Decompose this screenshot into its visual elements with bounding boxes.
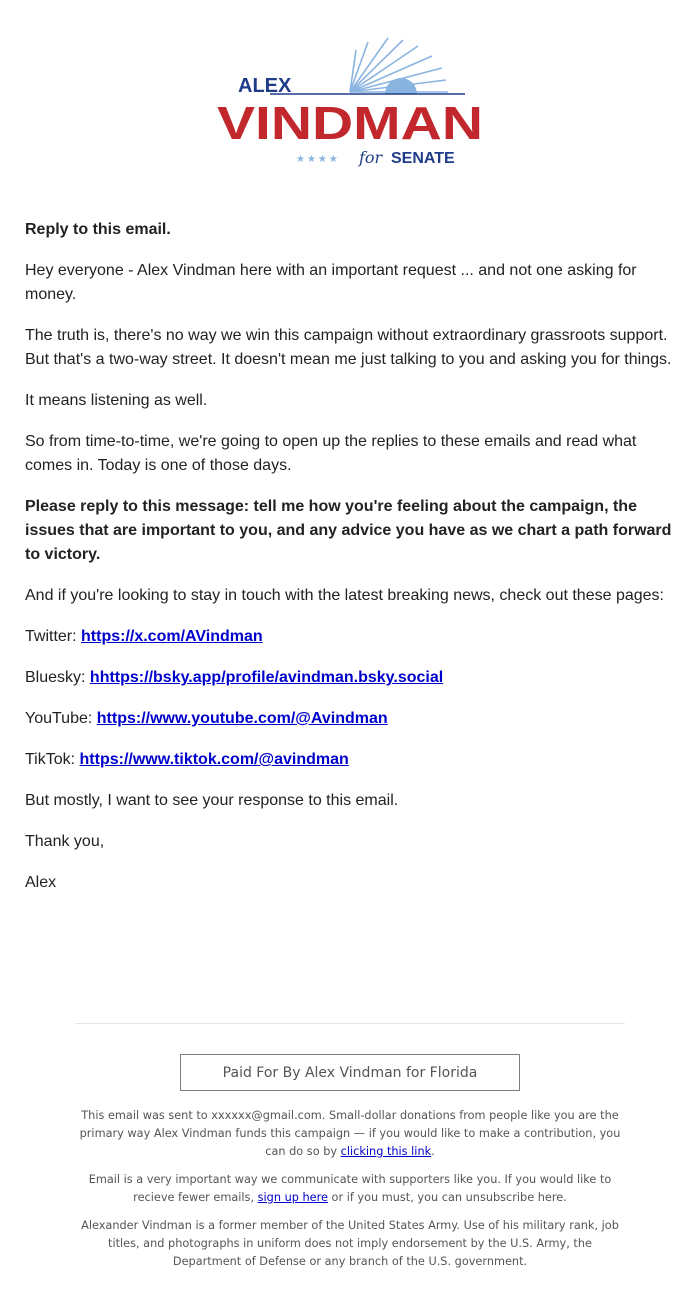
signature: Alex: [25, 874, 57, 891]
paragraph-stay-in-touch: And if you're looking to stay in touch with the latest breaking news, check out these pages:: [25, 587, 664, 604]
logo-first-name: ALEX: [238, 75, 292, 97]
paragraph-listening: It means listening as well.: [25, 392, 208, 409]
campaign-logo: [210, 34, 490, 174]
logo-last-name: VINDMAN: [217, 97, 483, 149]
social-label-youtube: YouTube:: [25, 710, 97, 727]
social-label-twitter: Twitter:: [25, 628, 82, 645]
logo-for: for: [359, 148, 383, 167]
contribute-link[interactable]: clicking this link: [340, 1145, 432, 1158]
twitter-link[interactable]: https://x.com/AVindman: [81, 628, 263, 645]
social-link-row: [25, 707, 680, 731]
paid-for-text: Paid For By Alex Vindman for Florida: [222, 1064, 478, 1081]
sign-up-link[interactable]: sign up here: [257, 1191, 328, 1204]
footer-donation-note: This email was sent to xxxxxx@gmail.com. Small-dollar donations from people like you are the primary way Alex Vindman funds this campaign — if you would like to make a contribution, you can do so by clicking this link.: [79, 1109, 621, 1158]
logo-office: SENATE: [391, 150, 455, 167]
paragraph-replies: So from time-to-time, we're going to open up the replies to these emails and read what comes in. Today is one of those days.: [25, 433, 637, 474]
footer-email-preferences: Email is a very important way we communicate with supporters like you. If you would like to recieve fewer emails, sign up here or if you must, you can unsubscribe here.: [88, 1173, 612, 1204]
social-label-tiktok: TikTok:: [25, 751, 80, 768]
social-link-row: [25, 748, 680, 772]
footer: [75, 1107, 625, 1281]
email-heading: Reply to this email.: [25, 221, 171, 238]
footer-disclaimer: Alexander Vindman is a former member of the United States Army. Use of his military rank, job titles, and photographs in uniform does not imply endorsement by the U.S. Army, the Department of Defense or any branch of the U.S. government.: [81, 1219, 619, 1268]
paragraph-request: Please reply to this message: tell me how you're feeling about the campaign, the issues that are important to you, and any advice you have as we chart a path forward to victory.: [25, 498, 672, 563]
paid-for-box: [180, 1054, 520, 1091]
email-body: [25, 218, 680, 912]
closing: Thank you,: [25, 833, 105, 850]
social-label-bluesky: Bluesky:: [25, 669, 90, 686]
sun-icon: [385, 78, 417, 94]
footer-divider: [75, 1023, 625, 1024]
paragraph-intro: Hey everyone - Alex Vindman here with an important request ... and not one asking for money.: [25, 262, 637, 303]
paragraph-truth: The truth is, there's no way we win this campaign without extraordinary grassroots support. But that's a two-way street. It doesn't mean me just talking to you and asking you for things.: [25, 327, 672, 368]
tiktok-link[interactable]: https://www.tiktok.com/@avindman: [79, 751, 349, 768]
social-link-row: [25, 625, 680, 649]
bluesky-link[interactable]: hhttps://bsky.app/profile/avindman.bsky.social: [89, 669, 444, 686]
paragraph-response: But mostly, I want to see your response to this email.: [25, 792, 399, 809]
youtube-link[interactable]: https://www.youtube.com/@Avindman: [96, 710, 388, 727]
social-link-row: [25, 666, 680, 690]
star-icon: ★★★★: [296, 154, 340, 165]
